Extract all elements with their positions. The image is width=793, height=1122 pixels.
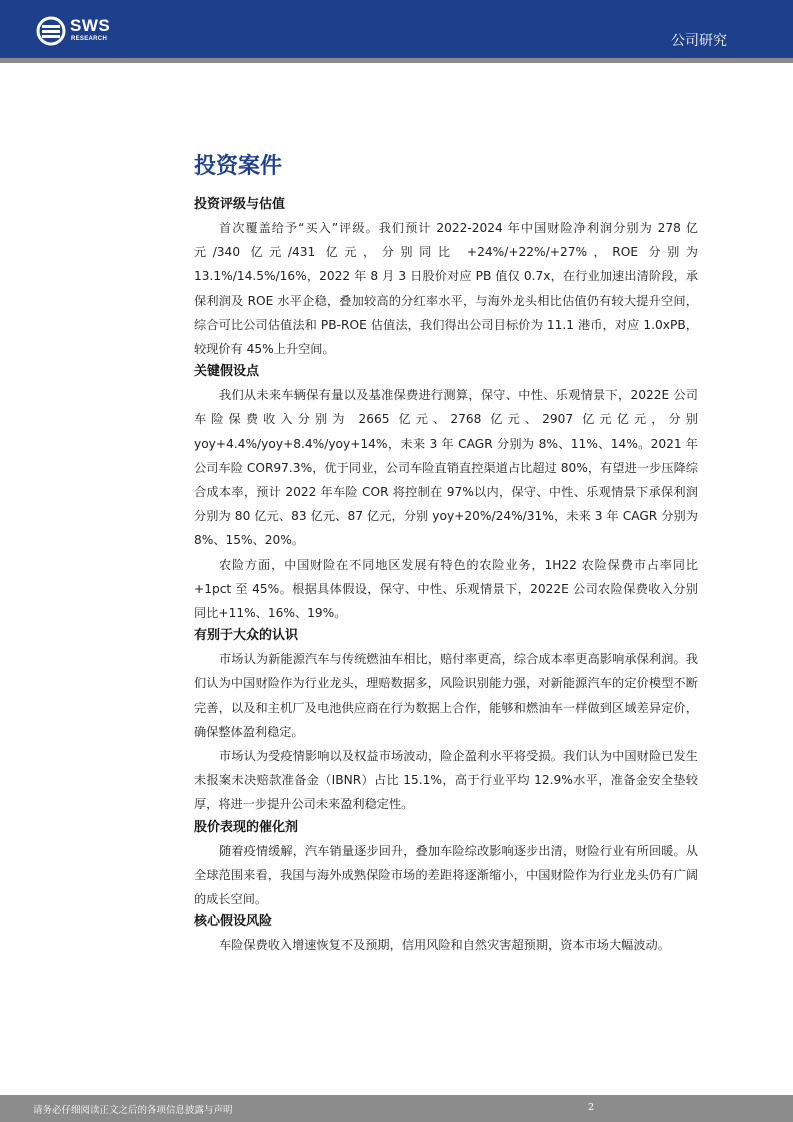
paragraph: 市场认为受疫情影响以及权益市场波动，险企盈利水平将受损。我们认为中国财险已发生未报案未决赔款准备金（IBNR）占比 15.1%，高于行业平均 12.9%水平，准备金安全垫较厚，将进一步提升公司未来盈利稳定性。 bbox=[194, 749, 698, 812]
footer-bar bbox=[0, 1095, 793, 1122]
section-risks bbox=[194, 911, 698, 957]
sws-logo bbox=[36, 14, 146, 50]
section-heading: 投资评级与估值 bbox=[194, 197, 286, 212]
disclaimer-text: 请务必仔细阅读正文之后的各项信息披露与声明 bbox=[33, 1105, 233, 1116]
header-bar bbox=[0, 0, 793, 58]
logo-text: SWS bbox=[70, 16, 111, 35]
paragraph: 市场认为新能源汽车与传统燃油车相比，赔付率更高，综合成本率更高影响承保利润。我们认为中国财险作为行业龙头，理赔数据多，风险识别能力强，对新能源汽车的定价模型不断完善，以及和主机厂及电池供应商在行为数据上合作，能够和燃油车一样做到区域差异定价，确保整体盈利稳定。 bbox=[194, 652, 698, 739]
logo-subtext: RESEARCH bbox=[71, 36, 108, 42]
section-differentiated-view bbox=[194, 625, 698, 816]
page-number: 2 bbox=[588, 1102, 595, 1113]
logo-mark-icon bbox=[36, 16, 66, 46]
section-heading: 核心假设风险 bbox=[194, 914, 273, 930]
section-rating bbox=[194, 194, 698, 361]
paragraph: 车险保费收入增速恢复不及预期，信用风险和自然灾害超预期，资本市场大幅波动。 bbox=[219, 938, 670, 953]
section-heading: 关键假设点 bbox=[194, 364, 260, 380]
header-divider bbox=[0, 58, 793, 63]
section-key-assumptions bbox=[194, 361, 698, 625]
page-title: 投资案件 bbox=[194, 154, 283, 179]
paragraph: 随着疫情缓解，汽车销量逐步回升，叠加车险综改影响逐步出清，财险行业有所回暖。从全球范围来看，我国与海外成熟保险市场的差距将逐渐缩小，中国财险作为行业龙头仍有广阔的成长空间。 bbox=[194, 843, 698, 907]
section-catalysts bbox=[194, 817, 698, 912]
report-category: 公司研究 bbox=[671, 33, 727, 49]
paragraph: 我们从未来车辆保有量以及基准保费进行测算，保守、中性、乐观情景下，2022E 公司车险保费收入分别为 2665 亿元、2768 亿元、2907 亿元亿元，分别 yoy+4.4%/yoy+8.4%/yoy+14%，未来 3 年 CAGR 分别为 8%、11%、14%。2021 年公司车险 COR97.3%，优于同业，公司车险直销直控渠道占比超过 80%，有望进一步压降综合成本率，预计 2022 年车险 COR 将控制在 97%以内，保守、中性、乐观情景下承保利润分别为 80 亿元、83 亿元、87 亿元，分别 yoy+20%/24%/31%，未来 3 年 CAGR 分别为 8%、15%、20%。 bbox=[194, 388, 698, 548]
paragraph: 首次覆盖给予“买入”评级。我们预计 2022-2024 年中国财险净利润分别为 278 亿元/340 亿元/431 亿元，分别同比 +24%/+22%/+27%，ROE 分别为 13.1%/14.5%/16%，2022 年 8 月 3 日股价对应 PB 值仅 0.7x，在行业加速出清阶段，承保利润及 ROE 水平企稳，叠加较高的分红率水平，与海外龙头相比估值仍有较大提升空间，综合可比公司估值法和 PB-ROE 估值法，我们得出公司目标价为 11.1 港币，对应 1.0xPB，较现价有 45%上升空间。 bbox=[194, 221, 698, 357]
paragraph: 农险方面，中国财险在不同地区发展有特色的农险业务，1H22 农险保费市占率同比+1pct 至 45%。根据具体假设，保守、中性、乐观情景下，2022E 公司农险保费收入分别同比+11%、16%、19%。 bbox=[194, 557, 698, 621]
main-content bbox=[194, 150, 698, 957]
section-heading: 股价表现的催化剂 bbox=[194, 819, 299, 835]
section-heading: 有别于大众的认识 bbox=[194, 628, 299, 644]
